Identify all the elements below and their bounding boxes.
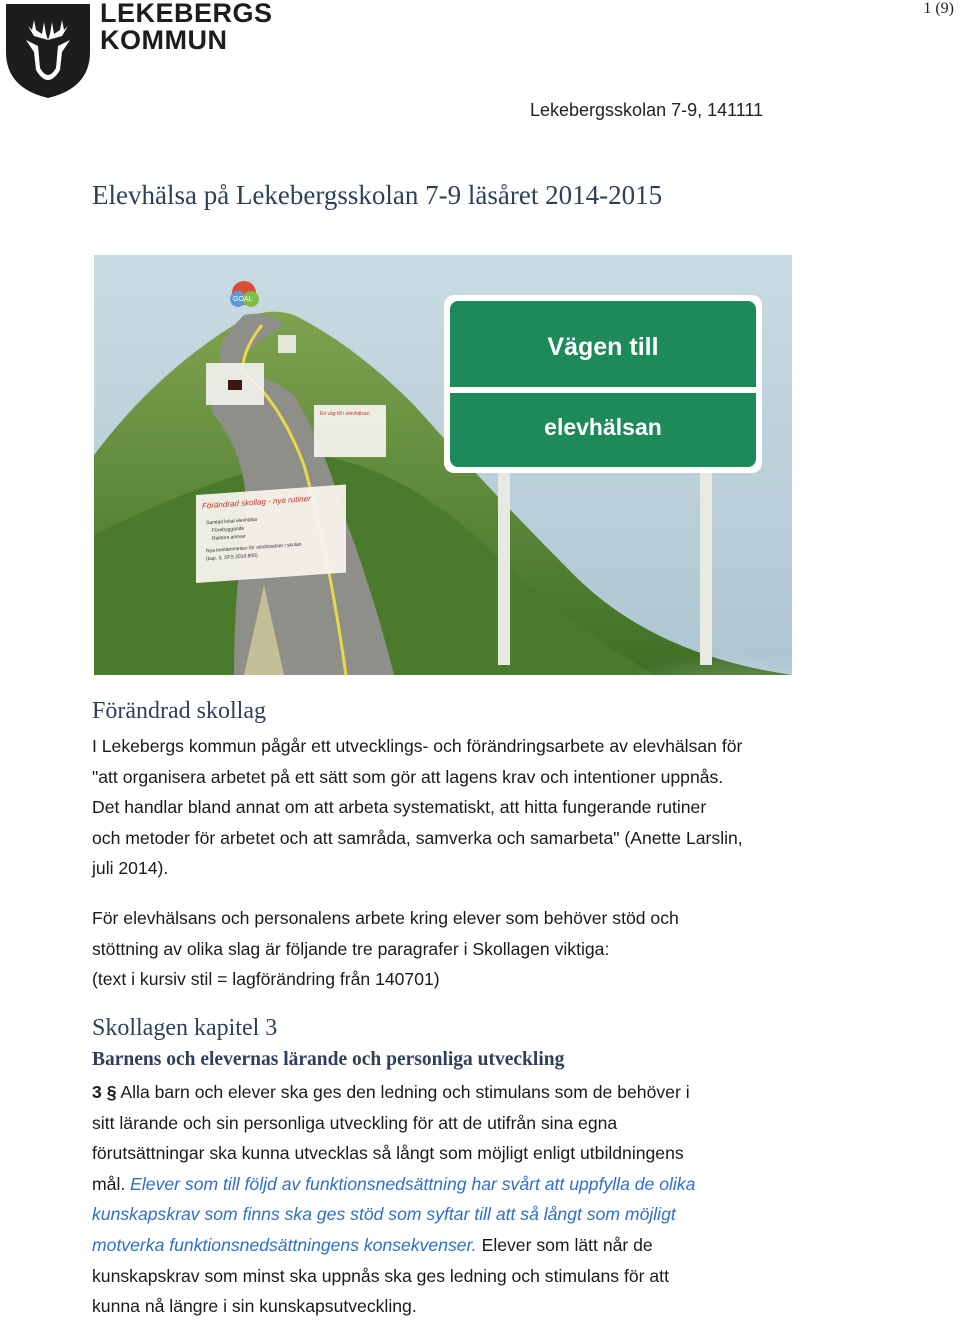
text-line: sitt lärande och sin personliga utveckling för att de utifrån sina egna [92, 1112, 618, 1133]
sign-line1: Vägen till [547, 333, 659, 361]
text-line: kunskapskrav som minst ska uppnås ska ges ledning och stimulans för att [92, 1265, 669, 1286]
text-line: stöttning av olika slag är följande tre paragrafer i Skollagen viktiga: [92, 938, 610, 959]
text-line [92, 1230, 852, 1261]
logo-line1: LEKEBERGS [100, 0, 273, 28]
text-line: juli 2014). [92, 858, 169, 879]
document-reference: Lekebergsskolan 7-9, 141111 [530, 100, 764, 120]
subheading-larande: Barnens och elevernas lärande och personliga utveckling [92, 1049, 565, 1070]
hero-illustration [94, 255, 792, 675]
text-span: Alla barn och elever ska ges den ledning och stimulans som de behöver i [120, 1082, 690, 1102]
text-span: mål. [92, 1173, 126, 1194]
goal-label: GOAL [233, 296, 253, 303]
slide-bullet-4: Nya bestämmelser för stödinsatser i skolan [206, 541, 302, 555]
amendment-text: motverka funktionsnedsättningens konsekvenser. [92, 1234, 477, 1255]
slide-bullet-5: (kap. 3, SFS 2010:800) [206, 552, 258, 563]
paragraph-number: 3 [92, 1082, 102, 1102]
text-line [92, 1077, 852, 1108]
logo-wordmark [100, 0, 273, 54]
text-line: kunna nå längre i sin kunskapsutveckling. [92, 1296, 417, 1317]
text-span: Elever som lätt når de [481, 1234, 653, 1255]
text-line: "att organisera arbetet på ett sätt som gör att lagens krav och intentioner uppnås. [92, 766, 724, 787]
deer-shield-icon [4, 0, 94, 100]
text-line: (text i kursiv stil = lagförändring från 140701) [92, 969, 440, 990]
page-title: Elevhälsa på Lekebergsskolan 7-9 läsåret 2014-2015 [92, 180, 663, 210]
sign-line2: elevhälsan [544, 414, 662, 440]
text-line [92, 1169, 852, 1200]
slide-card [196, 485, 346, 583]
small-slide-title: En väg till i elevhälsan [320, 411, 370, 417]
text-line: För elevhälsans och personalens arbete kring elever som behöver stöd och [92, 908, 679, 928]
paragraph-symbol: § [106, 1082, 117, 1102]
slide-bullet-2: Förebyggande [212, 525, 245, 534]
paragraph-paragraf-3 [92, 1077, 852, 1322]
slide-bullet-3: Rektors ansvar [212, 533, 246, 542]
amendment-text: kunskapskrav som finns ska ges stöd som syftar till att så långt som möjligt [92, 1204, 676, 1225]
text-line: och metoder för arbetet och att samråda, samverka och samarbeta" (Anette Larslin, [92, 827, 743, 848]
municipality-logo [4, 0, 284, 100]
text-line: I Lekebergs kommun pågår ett utvecklings- och förändringsarbete av elevhälsan för [92, 736, 743, 756]
logo-line2: KOMMUN [100, 25, 228, 55]
text-line: förutsättningar ska kunna utvecklas så långt som möjligt enligt utbildningens [92, 1143, 684, 1164]
page-number: 1 (9) [923, 0, 954, 17]
paragraph-intro [92, 731, 852, 884]
section-heading-kapitel: Skollagen kapitel 3 [92, 1015, 278, 1041]
text-line: Det handlar bland annat om att arbeta systematiskt, att hitta fungerande rutiner [92, 797, 707, 818]
amendment-text: Elever som till följd av funktionsnedsättning har svårt att uppfylla de olika [130, 1173, 696, 1194]
slide-bullet-1: Samlad lokal elevhälsa [206, 516, 258, 527]
section-heading-forandrad: Förändrad skollag [92, 698, 266, 724]
paragraph-paragrafer [92, 903, 852, 995]
slide-title: Förändrad skollag - nya rutiner [202, 493, 311, 511]
